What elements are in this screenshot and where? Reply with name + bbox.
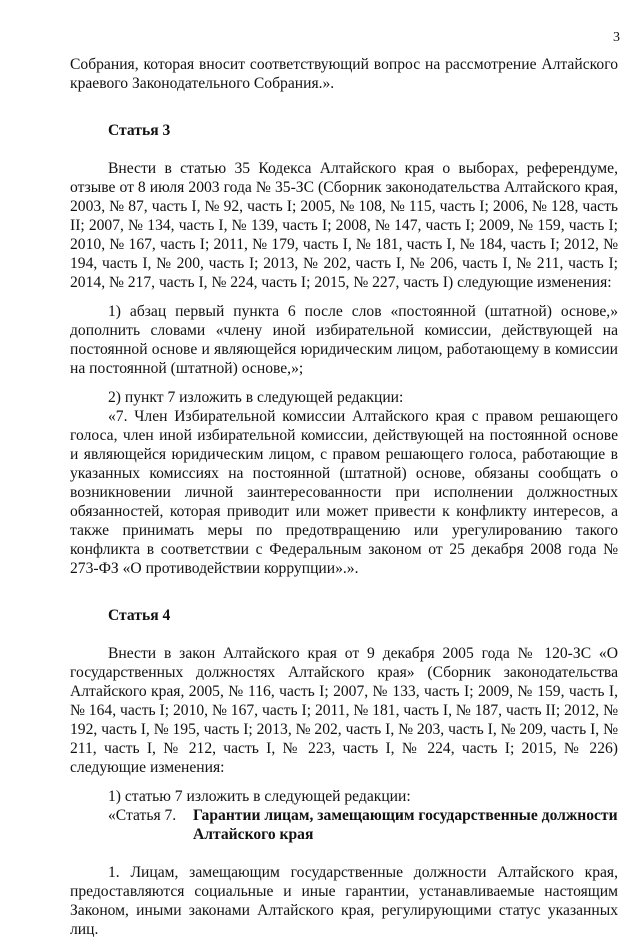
- paragraph: 1) статью 7 изложить в следующей редакции:: [108, 788, 411, 805]
- paragraph: Внести в закон Алтайского края от 9 декабря 2005 года № 120-ЗС «О государственных должностях Алтайского края» (Сборник законодательства Алтайского края, 2005, № 116, часть I; 2007, № 133, часть I; 2009, № 159, часть I, № 164, часть I; 2010, № 167, часть I; 2011, № 181, часть I, № 187, часть II; 2012, № 192, часть I, № 195, часть I; 2013, № 202, часть I, № 203, часть I, № 209, часть I, № 211, часть I, № 212, часть I, № 223, часть I, № 224, часть I; 2015, № 226) следующие изменения:: [70, 645, 618, 776]
- paragraph: 1. Лицам, замещающим государственные должности Алтайского края, предоставляются социальные и иные гарантии, устанавливаемые настоящим Законом, иными законами Алтайского края, регулирующими статус указанных лиц.: [70, 864, 618, 938]
- paragraph: Внести в статью 35 Кодекса Алтайского края о выборах, референдуме, отзыве от 8 июля 2003 года № 35-ЗС (Сборник законодательства Алтайского края, 2003, № 87, часть I, № 92, часть I; 2005, № 108, № 115, часть I; 2006, № 128, часть II; 2007, № 134, часть I, № 139, часть I; 2008, № 147, часть I; 2009, № 159, часть I; 2010, № 167, часть I; 2011, № 179, часть I, № 181, часть I, № 184, часть I; 2012, № 194, часть I, № 200, часть I; 2013, № 202, часть I, № 206, часть I, № 211, часть I; 2014, № 217, часть I, № 224, часть I; 2015, № 227, часть I) следующие изменения:: [70, 160, 618, 291]
- document-body: [70, 0, 618, 939]
- page-number: 3: [613, 30, 620, 45]
- paragraph: «7. Член Избирательной комиссии Алтайского края с правом решающего голоса, член иной избирательной комиссии, действующей на постоянной основе и являющейся юридическим лицом, с правом решающего голоса, работающие в указанных комиссиях на постоянной (штатной) основе, обязаны сообщать о возникновении личной заинтересованности при исполнении должностных обязанностей, которая приводит или может привести к конфликту интересов, а также принимать меры по предотвращению или урегулированию такого конфликта в соответствии с Федеральным законом от 25 декабря 2008 года № 273-ФЗ «О противодействии коррупции».».: [70, 408, 618, 577]
- paragraph: Собрания, которая вносит соответствующий вопрос на рассмотрение Алтайского краевого Законодательного Собрания.».: [70, 56, 618, 92]
- article-label: «Статья 7.: [108, 807, 177, 824]
- paragraph: 1) абзац первый пункта 6 после слов «постоянной (штатной) основе,» дополнить словами «члену иной избирательной комиссии, действующей на постоянной основе и являющейся юридическим лицом, работающему в комиссии на постоянной (штатной) основе,»;: [70, 303, 618, 377]
- article-heading: Статья 4: [108, 607, 171, 624]
- article-title: Гарантии лицам, замещающим государственные должности Алтайского края: [193, 807, 618, 843]
- article-heading: Статья 3: [108, 122, 171, 139]
- paragraph: 2) пункт 7 изложить в следующей редакции:: [108, 389, 404, 406]
- article-title-row: [108, 806, 618, 844]
